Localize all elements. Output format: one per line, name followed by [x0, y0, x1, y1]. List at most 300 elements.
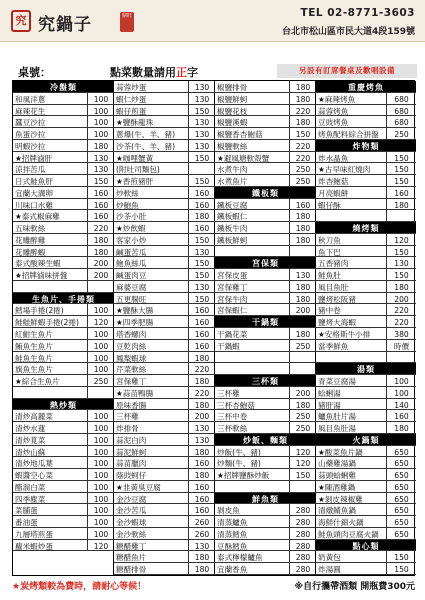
table-number-label: 桌號：	[18, 66, 51, 79]
menu-item-price: 200	[87, 257, 114, 269]
menu-item-row[interactable]	[114, 81, 215, 93]
menu-item-row[interactable]	[316, 316, 416, 328]
menu-item-row[interactable]	[13, 257, 114, 269]
menu-item-row[interactable]	[316, 481, 416, 493]
menu-item-row[interactable]	[316, 504, 416, 516]
menu-item-name: 糖醋雞丁	[116, 541, 147, 551]
menu-item-name: 三杯杏鮑菇	[217, 400, 255, 410]
menu-item-row[interactable]	[13, 457, 114, 469]
menu-item-name: 鱸魚肚片湯	[318, 412, 356, 422]
menu-item-price: 260	[188, 516, 215, 528]
menu-item-name: 三杯雞	[116, 412, 139, 422]
menu-item-row[interactable]	[316, 516, 416, 528]
category-header: 三杯類	[215, 375, 316, 387]
menu-item-row[interactable]	[215, 269, 316, 281]
menu-item-row[interactable]	[316, 210, 416, 222]
menu-item-row[interactable]	[114, 316, 215, 328]
menu-item-row[interactable]	[13, 540, 114, 552]
menu-item-price: 100	[87, 363, 114, 375]
menu-column	[215, 81, 316, 575]
menu-item-row[interactable]	[215, 281, 316, 293]
menu-item-row[interactable]	[13, 210, 114, 222]
menu-item-price: 130	[289, 269, 316, 281]
menu-item-name: 紅魽生魚片	[15, 330, 53, 339]
menu-item-row[interactable]	[114, 281, 215, 293]
menu-item-name: ★韭黃臭豆腐	[116, 482, 161, 492]
menu-item-price: 150	[188, 269, 215, 281]
menu-item-row[interactable]	[13, 105, 114, 117]
category-header: 生魚片、手捲類	[13, 293, 114, 305]
menu-item-name: 宮保雞丁	[116, 377, 147, 387]
menu-item-row[interactable]	[215, 210, 316, 222]
menu-item-price: 680	[386, 116, 416, 128]
menu-item-price: 100	[87, 352, 114, 364]
menu-item-row[interactable]	[215, 446, 316, 458]
menu-item-row[interactable]	[316, 93, 416, 105]
menu-column	[114, 81, 215, 575]
menu-item-price: 180	[289, 399, 316, 411]
menu-item-price: 180	[289, 210, 316, 222]
menu-item-price: 250	[289, 175, 316, 187]
menu-item-price: 150	[289, 128, 316, 140]
menu-item-row[interactable]	[114, 481, 215, 493]
menu-item-row[interactable]	[114, 352, 215, 364]
restaurant-seal-logo: 究	[11, 10, 31, 32]
menu-item-row[interactable]	[215, 175, 316, 187]
menu-item-name: 蛤蜊湯	[318, 388, 341, 398]
menu-item-price: 100	[87, 328, 114, 340]
menu-item-name: 宮保蝦仁	[217, 306, 248, 316]
menu-item-row[interactable]	[13, 469, 114, 481]
menu-item-name: 水煮魚片	[217, 177, 248, 187]
menu-item-row[interactable]	[114, 410, 215, 422]
menu-item-price: 250	[289, 163, 316, 175]
menu-item-row[interactable]	[215, 469, 316, 481]
menu-item-price: 180	[87, 140, 114, 152]
menu-item-price: 150	[386, 269, 416, 281]
menu-item-row[interactable]	[13, 246, 114, 258]
menu-item-row[interactable]	[316, 246, 416, 258]
menu-item-price: 160	[386, 187, 416, 199]
menu-item-row[interactable]	[13, 281, 114, 293]
menu-item-price: 180	[188, 563, 215, 575]
menu-item-row[interactable]	[316, 281, 416, 293]
menu-item-row[interactable]	[13, 116, 114, 128]
menu-item-price: 650	[386, 528, 416, 540]
menu-item-row[interactable]	[13, 93, 114, 105]
menu-item-row[interactable]	[316, 152, 416, 164]
menu-item-row[interactable]	[114, 446, 215, 458]
menu-item-row[interactable]	[114, 269, 215, 281]
menu-item-price: 160	[188, 222, 215, 234]
menu-item-price: 150	[386, 563, 416, 575]
menu-item-name: 鮑魚絲瓜	[116, 259, 147, 269]
menu-item-name: 風目魚肚	[318, 282, 349, 292]
menu-item-price: 130	[188, 246, 215, 258]
menu-item-price: 130	[188, 140, 215, 152]
menu-item-row[interactable]	[13, 187, 114, 199]
menu-item-name: ★泰式椒麻雞	[15, 212, 60, 222]
menu-item-name: 芹菜軟絲	[116, 365, 147, 375]
menu-item-row[interactable]	[13, 363, 114, 375]
menu-item-row[interactable]	[114, 93, 215, 105]
menu-item-row[interactable]	[114, 563, 215, 575]
menu-item-name: 蒜蓉烤魚	[318, 106, 349, 116]
menu-item-name: 烤魚配料綜合拼盤	[318, 130, 379, 140]
menu-item-row[interactable]	[215, 199, 316, 211]
menu-item-row[interactable]	[215, 410, 316, 422]
menu-item-price: 650	[386, 504, 416, 516]
menu-item-row[interactable]	[215, 163, 316, 175]
menu-item-price: 180	[289, 293, 316, 305]
menu-item-price: 140	[386, 399, 416, 411]
menu-item-name: 旗魚生魚片	[15, 365, 53, 375]
menu-item-row[interactable]	[13, 175, 114, 187]
menu-item-price: 680	[386, 105, 416, 117]
menu-item-row[interactable]	[215, 363, 316, 375]
menu-item-row[interactable]	[114, 422, 215, 434]
header-banner	[0, 0, 425, 42]
menu-item-row[interactable]	[215, 340, 316, 352]
menu-item-name: 秋刀魚	[318, 235, 341, 245]
menu-item-name: 清炒地瓜葉	[15, 459, 53, 469]
menu-item-price: 650	[386, 469, 416, 481]
menu-item-row[interactable]	[215, 457, 316, 469]
menu-item-price: 100	[87, 469, 114, 481]
menu-item-price: 200	[87, 269, 114, 281]
menu-item-name: 青菜豆腐湯	[318, 377, 356, 387]
menu-item-row[interactable]	[13, 375, 114, 387]
menu-item-row[interactable]	[114, 152, 215, 164]
menu-item-price: 100	[87, 493, 114, 505]
instruction-highlight: 正	[176, 66, 187, 79]
menu-item-price: 180	[289, 222, 316, 234]
menu-item-price: 120	[386, 234, 416, 246]
menu-item-price: 380	[386, 328, 416, 340]
menu-item-row[interactable]	[114, 551, 215, 563]
menu-item-row[interactable]	[316, 457, 416, 469]
menu-item-row[interactable]	[114, 128, 215, 140]
menu-item-name: 鳳梨蝦球	[116, 353, 147, 363]
menu-item-row[interactable]	[13, 140, 114, 152]
menu-item-row[interactable]	[316, 387, 416, 399]
menu-item-price: 100	[87, 504, 114, 516]
menu-item-row[interactable]	[316, 199, 416, 211]
menu-item-row[interactable]	[114, 163, 215, 175]
menu-item-row[interactable]	[316, 187, 416, 199]
menu-item-name: 客家小炒	[116, 235, 147, 245]
menu-item-row[interactable]	[316, 293, 416, 305]
menu-item-row[interactable]	[114, 434, 215, 446]
menu-item-price: 280	[289, 528, 316, 540]
menu-item-row[interactable]	[114, 504, 215, 516]
menu-item-row[interactable]	[215, 399, 316, 411]
menu-item-row[interactable]	[114, 328, 215, 340]
menu-item-name: 炒飯(牛、豬)	[217, 447, 261, 457]
menu-item-price: 180	[188, 469, 215, 481]
menu-item-name: 泰式檸檬鱸魚	[217, 553, 263, 563]
menu-item-name: 炒軟絲	[116, 188, 139, 198]
menu-item-row[interactable]	[114, 246, 215, 258]
menu-item-name: 風目魚肚湯	[318, 424, 356, 434]
menu-item-row[interactable]	[114, 304, 215, 316]
menu-item-row[interactable]	[114, 105, 215, 117]
menu-item-name: 炸排骨	[116, 424, 139, 434]
menu-item-row[interactable]	[215, 116, 316, 128]
menu-item-price: 180	[188, 551, 215, 563]
menu-item-row[interactable]	[114, 140, 215, 152]
menu-item-row[interactable]	[114, 516, 215, 528]
menu-item-row[interactable]	[13, 446, 114, 458]
menu-item-price: 160	[188, 493, 215, 505]
menu-item-price: 250	[386, 128, 416, 140]
footer-corkage-note: ※自行攜帶酒類 開瓶費300元	[294, 582, 415, 592]
menu-item-price: 250	[289, 410, 316, 422]
menu-item-name: 鹽烤松阪豬	[318, 294, 356, 304]
menu-item-name: 三杯軟絲	[217, 424, 248, 434]
menu-item-row[interactable]	[114, 175, 215, 187]
menu-item-row[interactable]	[316, 410, 416, 422]
menu-item-name: 水煮牛肉	[217, 165, 248, 175]
menu-item-price: 200	[289, 304, 316, 316]
menu-item-row[interactable]	[316, 422, 416, 434]
menu-item-name: 宮保雞丁	[217, 282, 248, 292]
menu-item-row[interactable]	[316, 269, 416, 281]
menu-item-row[interactable]	[114, 399, 215, 411]
menu-item-price: 220	[289, 140, 316, 152]
menu-item-name: 清炒水蓮	[15, 424, 46, 434]
menu-item-row[interactable]	[13, 328, 114, 340]
menu-item-price: 160	[188, 316, 215, 328]
menu-item-row[interactable]	[316, 304, 416, 316]
menu-item-price: 250	[289, 422, 316, 434]
menu-item-row[interactable]	[114, 293, 215, 305]
menu-item-row[interactable]	[215, 152, 316, 164]
menu-item-price: 180	[188, 352, 215, 364]
menu-item-name: 宜蘭大溝卵	[15, 188, 53, 198]
menu-item-row[interactable]	[13, 316, 114, 328]
menu-item-name: 魚下巴	[318, 247, 341, 257]
menu-item-row[interactable]	[215, 328, 316, 340]
menu-item-price	[289, 246, 316, 258]
menu-item-price: 160	[188, 199, 215, 211]
menu-item-row[interactable]	[316, 257, 416, 269]
menu-item-row[interactable]	[114, 116, 215, 128]
category-header: 炒飯、麵類	[215, 434, 316, 446]
menu-item-name: 蔭豉蚵仔	[116, 471, 147, 481]
menu-item-price: 160	[188, 340, 215, 352]
menu-item-name: 宮保皮蛋	[217, 271, 248, 281]
menu-item-price: 160	[188, 328, 215, 340]
menu-item-row[interactable]	[215, 528, 316, 540]
order-instruction	[110, 64, 198, 80]
menu-item-row[interactable]	[114, 387, 215, 399]
menu-item-name: 原味香腸	[116, 400, 147, 410]
menu-item-row[interactable]	[114, 363, 215, 375]
menu-item-row[interactable]	[316, 551, 416, 563]
menu-item-row[interactable]	[215, 551, 316, 563]
menu-item-row[interactable]	[114, 257, 215, 269]
menu-item-name: ★招牌滷肝	[15, 153, 53, 163]
menu-item-price: 280	[289, 504, 316, 516]
menu-item-price: 130	[188, 422, 215, 434]
menu-item-price: 180	[188, 446, 215, 458]
menu-item-row[interactable]	[215, 540, 316, 552]
menu-item-price: 130	[188, 116, 215, 128]
menu-item-name: 蝦仔酥	[318, 200, 341, 210]
menu-item-name: 麻婆豆腐	[116, 282, 147, 292]
menu-item-price: 180	[289, 116, 316, 128]
menu-item-price: 130	[188, 434, 215, 446]
menu-item-name: 蒜苗臘肉	[116, 459, 147, 469]
menu-item-row[interactable]	[114, 210, 215, 222]
category-header: 火鍋類	[316, 434, 416, 446]
menu-item-row[interactable]	[316, 128, 416, 140]
menu-item-row[interactable]	[13, 199, 114, 211]
menu-item-name: 椒鹽香杏鮑菇	[217, 130, 263, 140]
menu-item-row[interactable]	[114, 469, 215, 481]
menu-item-price: 120	[87, 540, 114, 552]
menu-item-row[interactable]	[13, 504, 114, 516]
menu-item-price: 130	[188, 93, 215, 105]
menu-item-name: 蝦醬空心菜	[15, 471, 53, 481]
menu-item-row[interactable]	[316, 234, 416, 246]
menu-item-row[interactable]	[316, 528, 416, 540]
menu-item-row[interactable]	[215, 563, 316, 575]
menu-item-row[interactable]	[215, 352, 316, 364]
menu-item-row[interactable]	[215, 246, 316, 258]
menu-item-row[interactable]	[215, 105, 316, 117]
menu-item-name: 九層塔煎蛋	[15, 529, 53, 539]
menu-item-row[interactable]	[114, 375, 215, 387]
menu-item-name: 清炒高麗菜	[15, 412, 53, 422]
telephone: TEL 02-8771-3603	[300, 7, 415, 19]
menu-item-name: 海鮮什錦火鍋	[318, 518, 364, 528]
menu-item-price: 150	[386, 152, 416, 164]
private-room-note: 另設有訂席餐桌及歡唱設備	[277, 64, 417, 78]
menu-item-row[interactable]	[215, 422, 316, 434]
menu-item-price: 160	[289, 199, 316, 211]
menu-item-row[interactable]	[215, 516, 316, 528]
menu-item-row[interactable]	[13, 352, 114, 364]
menu-item-row[interactable]	[215, 128, 316, 140]
menu-item-row[interactable]	[114, 457, 215, 469]
menu-item-name: 沙茶小肚	[116, 212, 147, 222]
menu-item-name: 五味軟絲	[15, 224, 46, 234]
category-header: 冷盤類	[13, 81, 114, 93]
menu-item-row[interactable]	[13, 340, 114, 352]
menu-item-row[interactable]	[13, 528, 114, 540]
menu-item-price: 100	[87, 105, 114, 117]
menu-item-row[interactable]	[114, 493, 215, 505]
menu-item-row[interactable]	[13, 222, 114, 234]
menu-item-price: 100	[87, 528, 114, 540]
menu-item-row[interactable]	[316, 328, 416, 340]
menu-item-row[interactable]	[13, 481, 114, 493]
menu-item-row[interactable]	[215, 504, 316, 516]
menu-item-row[interactable]	[114, 540, 215, 552]
menu-item-row[interactable]	[13, 422, 114, 434]
menu-item-row[interactable]	[215, 304, 316, 316]
menu-item-price: 250	[289, 340, 316, 352]
menu-item-row[interactable]	[316, 375, 416, 387]
menu-item-price: 200	[386, 293, 416, 305]
menu-item-row[interactable]	[215, 387, 316, 399]
menu-item-row[interactable]	[316, 493, 416, 505]
menu-item-name: 糖醋排骨	[116, 565, 147, 575]
menu-item-row[interactable]	[13, 234, 114, 246]
menu-item-row[interactable]	[114, 234, 215, 246]
menu-item-price	[188, 163, 215, 175]
menu-item-name: 月亮蝦餅	[318, 188, 349, 198]
menu-item-name: 椒鹽排骨	[217, 83, 248, 92]
menu-item-name: ★四季肥腸	[116, 318, 154, 328]
menu-item-row[interactable]	[13, 304, 114, 316]
menu-item-price: 時價	[386, 340, 416, 352]
menu-item-row[interactable]	[215, 293, 316, 305]
menu-item-row[interactable]	[13, 163, 114, 175]
menu-item-price	[289, 481, 316, 493]
menu-item-price: 280	[289, 551, 316, 563]
menu-item-row[interactable]	[316, 105, 416, 117]
menu-item-row[interactable]	[215, 93, 316, 105]
menu-item-price	[289, 363, 316, 375]
menu-item-row[interactable]	[316, 163, 416, 175]
menu-item-row[interactable]	[215, 81, 316, 93]
menu-item-row[interactable]	[316, 352, 416, 364]
menu-item-row[interactable]	[316, 563, 416, 575]
menu-item-price: 150	[188, 257, 215, 269]
menu-item-name: 鐵板豆腐	[217, 200, 248, 210]
menu-item-row[interactable]	[114, 528, 215, 540]
menu-item-name: 沙茶(牛、羊、豬)	[116, 141, 176, 151]
menu-item-row[interactable]	[13, 269, 114, 281]
menu-item-row[interactable]	[13, 516, 114, 528]
menu-item-row[interactable]	[316, 116, 416, 128]
menu-item-row[interactable]	[215, 234, 316, 246]
menu-item-row[interactable]	[316, 446, 416, 458]
menu-item-row[interactable]	[316, 340, 416, 352]
menu-item-row[interactable]	[215, 481, 316, 493]
menu-item-row[interactable]	[316, 469, 416, 481]
menu-item-price	[386, 352, 416, 364]
menu-item-row[interactable]	[316, 399, 416, 411]
menu-item-row[interactable]	[13, 434, 114, 446]
menu-item-name: 鐵板鮮蚵	[217, 235, 248, 245]
instruction-prefix: 點菜數量請用	[110, 66, 176, 79]
menu-item-name: 金沙蝦球	[116, 518, 147, 528]
menu-item-row[interactable]	[13, 493, 114, 505]
menu-item-row[interactable]	[114, 187, 215, 199]
menu-item-row[interactable]	[13, 128, 114, 140]
menu-item-row[interactable]	[13, 152, 114, 164]
menu-item-price: 220	[289, 105, 316, 117]
menu-item-row[interactable]	[215, 140, 316, 152]
menu-item-price: 100	[87, 304, 114, 316]
menu-item-row[interactable]	[114, 222, 215, 234]
menu-item-row[interactable]	[13, 410, 114, 422]
menu-item-row[interactable]	[215, 222, 316, 234]
menu-item-row[interactable]	[114, 340, 215, 352]
menu-item-price: 120	[289, 446, 316, 458]
menu-item-price: 130	[87, 152, 114, 164]
menu-item-row[interactable]	[114, 199, 215, 211]
menu-item-row[interactable]	[316, 175, 416, 187]
menu-item-row[interactable]	[13, 387, 114, 399]
menu-item-price: 180	[87, 234, 114, 246]
category-header: 鐵板類	[215, 187, 316, 199]
menu-item-name: 番油蛋	[15, 518, 38, 528]
